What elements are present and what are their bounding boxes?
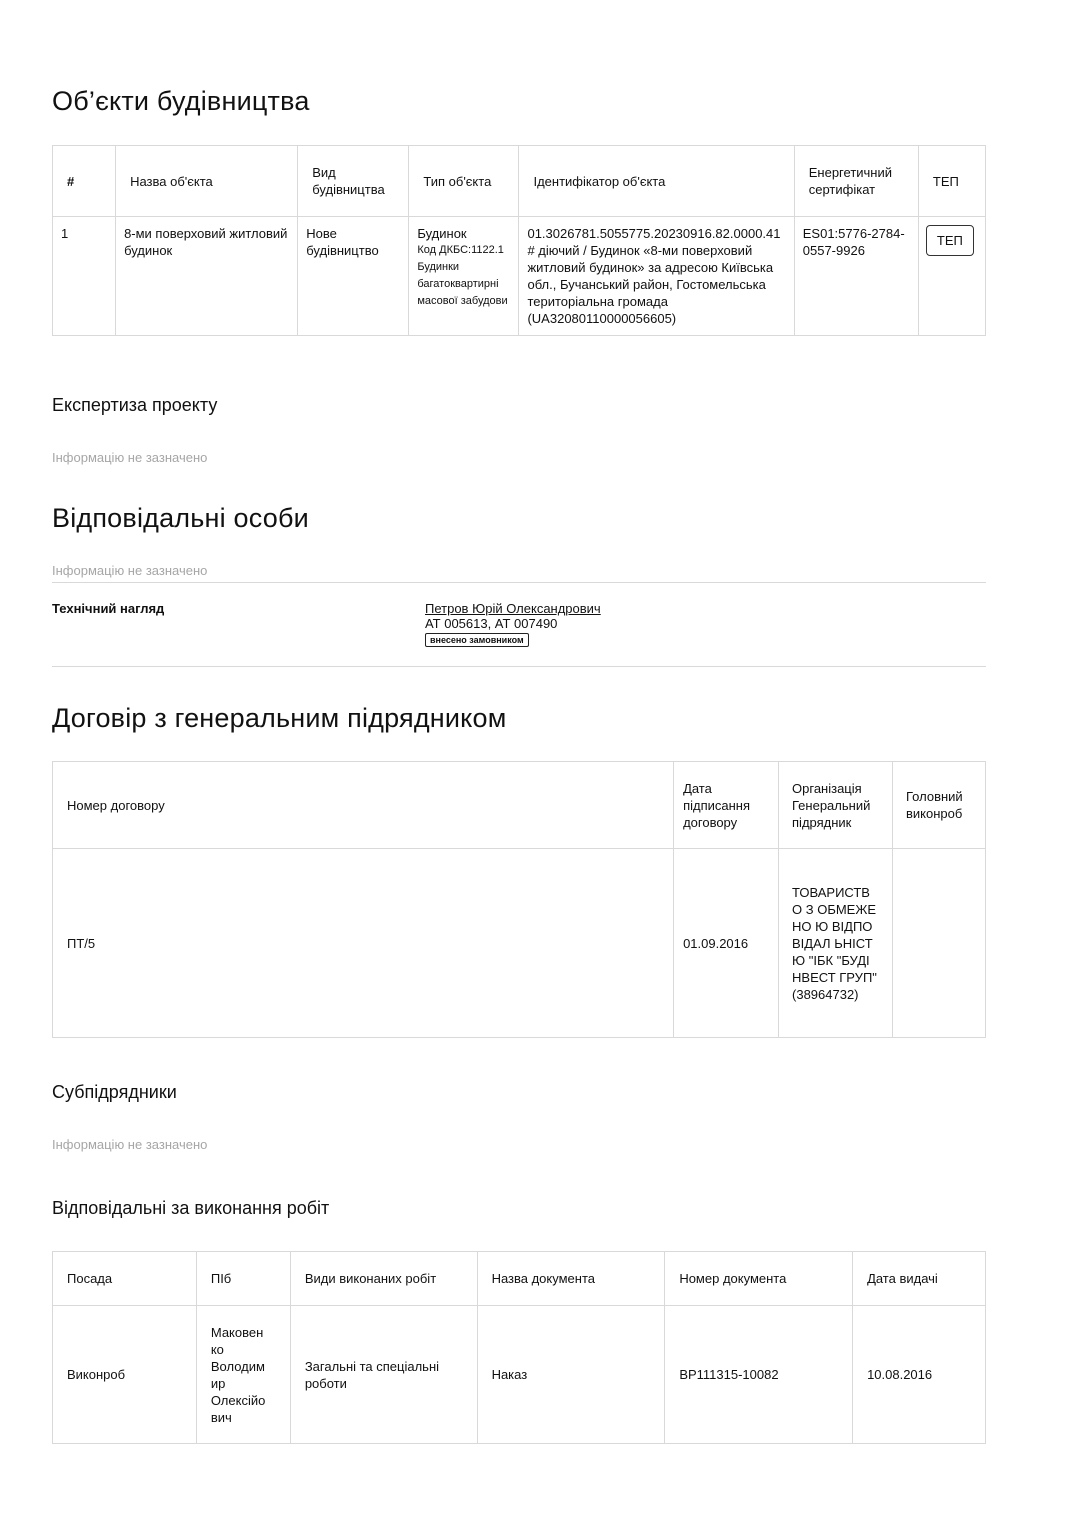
col-header-date: Дата видачі [853, 1252, 986, 1306]
col-header-kind: Вид будівництва [298, 146, 409, 217]
col-header-type: Тип об'єкта [409, 146, 519, 217]
cell-tep [918, 217, 985, 336]
expertise-title: Експертиза проекту [52, 395, 218, 415]
status-badge: внесено замовником [425, 633, 529, 647]
cell-doc-name: Наказ [477, 1306, 665, 1444]
col-header-name: ПІб [196, 1252, 290, 1306]
col-header-contract-number: Номер договору [53, 762, 674, 849]
cell-contract-org: ТОВАРИСТВ О З ОБМЕЖЕНО Ю ВІДПОВІДАЛ ЬНІСТЮ "ІБК "БУДІНВЕСТ ГРУП" (38964732) [779, 849, 893, 1038]
cell-identifier: 01.3026781.5055775.20230916.82.0000.41 # діючий / Будинок «8-ми поверховий житловий будинок» за адресою Київська обл., Бучанський район, Гостомельська територіальна громада (UA32080110000056605) [519, 217, 794, 336]
cell-num: 1 [53, 217, 116, 336]
works-table [52, 1251, 986, 1444]
cell-date: 10.08.2016 [853, 1306, 986, 1444]
works-title: Відповідальні за виконання робіт [52, 1198, 330, 1218]
divider [52, 582, 986, 583]
col-header-works: Види виконаних робіт [290, 1252, 477, 1306]
cell-contract-foreman [893, 849, 986, 1038]
person-block [425, 601, 601, 647]
table-row [53, 217, 986, 336]
cell-contract-date: 01.09.2016 [674, 849, 779, 1038]
col-header-doc-name: Назва документа [477, 1252, 665, 1306]
cell-position: Виконроб [53, 1306, 197, 1444]
objects-title: Об’єкти будівництва [52, 86, 310, 116]
cell-contract-number: ПТ/5 [53, 849, 674, 1038]
cell-person-name: Маковен ко Володим ир Олексійо вич [196, 1306, 290, 1444]
tep-button[interactable]: ТЕП [926, 225, 974, 256]
cell-type [409, 217, 519, 336]
type-main: Будинок [417, 226, 467, 241]
subcontractors-empty: Інформацію не зазначено [52, 1137, 208, 1152]
col-header-position: Посада [53, 1252, 197, 1306]
col-header-contract-foreman: Головний виконроб [893, 762, 986, 849]
cell-doc-number: ВР111315-10082 [665, 1306, 853, 1444]
cell-certificate: ES01:5776-2784-0557-9926 [794, 217, 918, 336]
col-header-identifier: Ідентифікатор об'єкта [519, 146, 794, 217]
table-row [53, 849, 986, 1038]
table-row [53, 1306, 986, 1444]
responsible-empty: Інформацію не зазначено [52, 563, 208, 578]
role-label: Технічний нагляд [52, 601, 165, 616]
type-detail: Код ДКБС:1122.1 Будинки багатоквартирні масової забудови [417, 244, 508, 307]
col-header-contract-org: Організація Генеральний підрядник [779, 762, 893, 849]
cell-works: Загальні та спеціальні роботи [290, 1306, 477, 1444]
col-header-tep: ТЕП [918, 146, 985, 217]
contract-table [52, 761, 986, 1038]
objects-table [52, 145, 986, 336]
col-header-certificate: Енергетичний сертифікат [794, 146, 918, 217]
contract-title: Договір з генеральним підрядником [52, 703, 507, 733]
person-link[interactable]: Петров Юрій Олександрович [425, 601, 601, 616]
cell-name: 8-ми поверховий житловий будинок [116, 217, 298, 336]
col-header-contract-date: Дата підписання договору [674, 762, 779, 849]
col-header-doc-number: Номер документа [665, 1252, 853, 1306]
person-certs: АТ 005613, АТ 007490 [425, 616, 558, 631]
responsible-title: Відповідальні особи [52, 503, 309, 533]
cell-kind: Нове будівництво [298, 217, 409, 336]
subcontractors-title: Субпідрядники [52, 1082, 177, 1102]
col-header-num: # [53, 146, 116, 217]
expertise-empty: Інформацію не зазначено [52, 450, 208, 465]
divider [52, 666, 986, 667]
col-header-name: Назва об'єкта [116, 146, 298, 217]
